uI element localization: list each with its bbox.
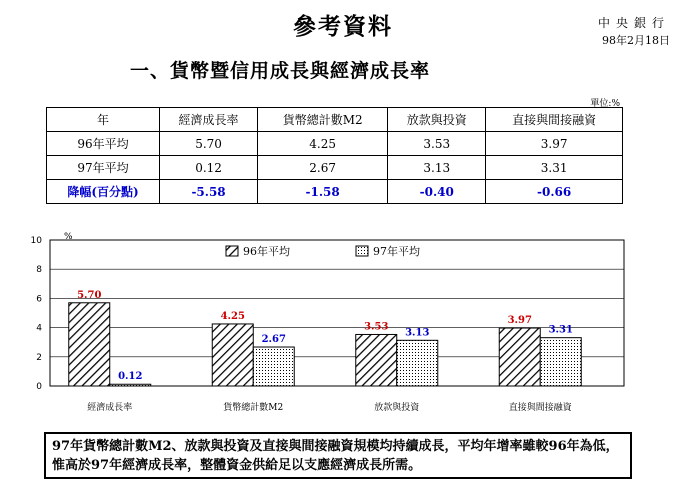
table-header-row	[47, 108, 623, 132]
header-loans-investments: 放款與投資	[388, 108, 486, 132]
table-cell: 5.70	[160, 132, 258, 156]
y-tick-label: 6	[36, 294, 42, 305]
table-cell: 3.13	[388, 156, 486, 180]
page-title: 參考資料	[293, 13, 393, 40]
legend-swatch	[226, 246, 238, 256]
header-economic-growth: 經濟成長率	[160, 108, 258, 132]
document-date: 98年2月18日	[602, 34, 670, 47]
bar-series-96	[499, 328, 540, 386]
y-axis-label: %	[64, 232, 73, 242]
table-cell: -0.66	[486, 180, 623, 204]
table-cell: 3.53	[388, 132, 486, 156]
table-row-drop	[47, 180, 623, 204]
table-cell: 3.97	[486, 132, 623, 156]
data-label: 4.25	[220, 310, 245, 322]
table-cell: -5.58	[160, 180, 258, 204]
header-m2: 貨幣總計數M2	[258, 108, 388, 132]
growth-table	[46, 107, 623, 204]
table-cell: 0.12	[160, 156, 258, 180]
table-row	[47, 132, 623, 156]
organization-name: 中央銀行	[597, 16, 670, 30]
x-tick-label: 經濟成長率	[87, 403, 133, 413]
x-tick-label: 放款與投資	[374, 403, 420, 413]
data-label: 0.12	[118, 371, 143, 383]
row-label: 降幅(百分點)	[47, 180, 160, 204]
row-label: 97年平均	[47, 156, 160, 180]
bar-series-97	[110, 384, 151, 386]
header-year: 年	[47, 108, 160, 132]
x-tick-label: 直接與間接融資	[508, 403, 572, 413]
bar-chart	[30, 225, 630, 425]
x-tick-label: 貨幣總計數M2	[223, 403, 284, 413]
table-cell: -1.58	[258, 180, 388, 204]
data-label: 3.31	[548, 324, 573, 336]
data-label: 3.97	[507, 315, 532, 327]
table-cell: -0.40	[388, 180, 486, 204]
legend-swatch	[356, 246, 368, 256]
row-label: 96年平均	[47, 132, 160, 156]
bar-series-97	[540, 338, 581, 386]
bar-series-97	[397, 340, 438, 386]
data-label: 2.67	[261, 334, 286, 346]
bar-series-96	[69, 303, 110, 386]
table-cell: 2.67	[258, 156, 388, 180]
legend-label: 97年平均	[373, 245, 420, 258]
bar-series-97	[253, 347, 294, 386]
y-tick-label: 2	[36, 352, 42, 363]
y-tick-label: 0	[36, 382, 42, 392]
y-tick-label: 10	[30, 236, 42, 246]
data-label: 5.70	[77, 289, 102, 301]
unit-label: 單位:%	[590, 99, 620, 109]
data-label: 3.53	[364, 321, 389, 333]
bar-series-96	[212, 324, 253, 386]
table-cell: 3.31	[486, 156, 623, 180]
y-tick-label: 8	[36, 265, 42, 276]
section-title: 一、貨幣暨信用成長與經濟成長率	[130, 60, 431, 82]
table-cell: 4.25	[258, 132, 388, 156]
table-row	[47, 156, 623, 180]
header-financing: 直接與間接融資	[486, 108, 623, 132]
summary-box: 97年貨幣總計數M2、放款與投資及直接與間接融資規模均持續成長，平均年增率雖較96年為低，惟高於97年經濟成長率，整體資金供給足以支應經濟成長所需。	[44, 432, 632, 479]
data-label: 3.13	[405, 327, 430, 339]
y-tick-label: 4	[36, 323, 42, 334]
bar-series-96	[356, 334, 397, 386]
legend-label: 96年平均	[243, 245, 290, 258]
